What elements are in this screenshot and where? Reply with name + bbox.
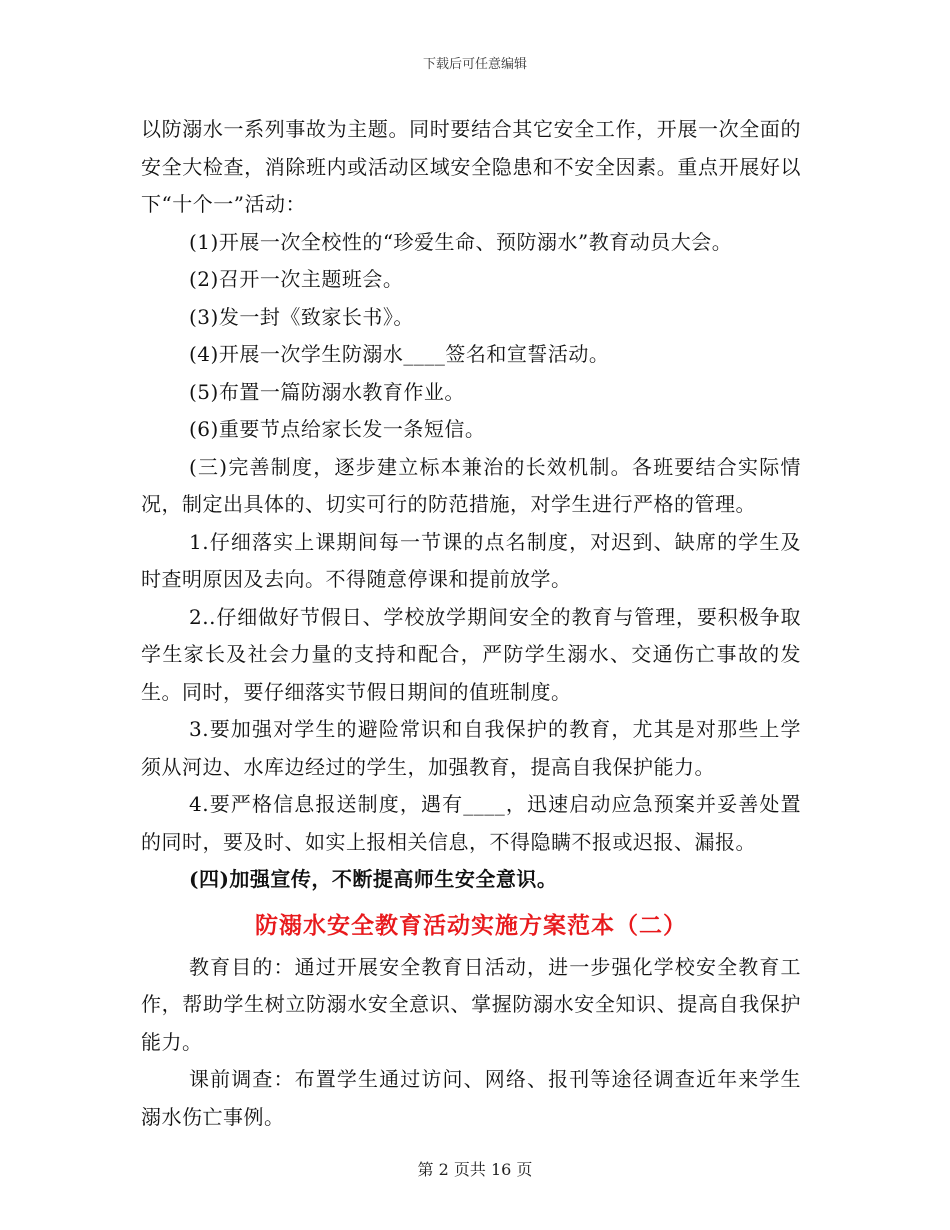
list-item-1: (1)开展一次全校性的“珍爱生命、预防溺水”教育动员大会。 — [189, 229, 733, 254]
measure-3: 3.要加强对学生的避险常识和自我保护的教育，尤其是对那些上学须从河边、水库边经过的学生，加强教育，提高自我保护能力。 — [141, 717, 801, 779]
list-item-5: (5)布置一篇防溺水教育作业。 — [189, 379, 465, 404]
document-body — [141, 111, 801, 1136]
page-footer: 第 2 页共 16 页 — [417, 1160, 533, 1179]
measure-2: 2..仔细做好节假日、学校放学期间安全的教育与管理，要积极争取学生家长及社会力量的支持和配合，严防学生溺水、交通伤亡事故的发生。同时，要仔细落实节假日期间的值班制度。 — [141, 604, 801, 704]
paragraph-section-3: (三)完善制度，逐步建立标本兼治的长效机制。各班要结合实际情况，制定出具体的、切实可行的防范措施，对学生进行严格的管理。 — [141, 454, 801, 516]
paragraph-survey: 课前调查：布置学生通过访问、网络、报刊等途径调查近年来学生溺水伤亡事例。 — [141, 1067, 801, 1129]
paragraph-intro: 以防溺水一系列事故为主题。同时要结合其它安全工作，开展一次全面的安全大检查，消除班内或活动区域安全隐患和不安全因素。重点开展好以下“十个一”活动： — [141, 117, 801, 216]
list-item-6: (6)重要节点给家长发一条短信。 — [189, 417, 486, 441]
paragraph-purpose: 教育目的：通过开展安全教育日活动，进一步强化学校安全教育工作，帮助学生树立防溺水安全意识、掌握防溺水安全知识、提高自我保护能力。 — [141, 954, 801, 1054]
list-item-4: (4)开展一次学生防溺水____签名和宣誓活动。 — [189, 342, 610, 366]
page-header: 下载后可任意编辑 — [422, 57, 527, 72]
section-title: 防溺水安全教育活动实施方案范本（二） — [255, 911, 687, 939]
list-item-3: (3)发一封《致家长书》。 — [189, 304, 414, 329]
paragraph-section-4: (四)加强宣传，不断提高师生安全意识。 — [189, 867, 558, 891]
list-item-2: (2)召开一次主题班会。 — [189, 267, 404, 291]
measure-1: 1.仔细落实上课期间每一节课的点名制度，对迟到、缺席的学生及时查明原因及去向。不得随意停课和提前放学。 — [141, 529, 801, 591]
measure-4: 4.要严格信息报送制度，遇有____，迅速启动应急预案并妥善处置的同时，要及时、如实上报相关信息，不得隐瞒不报或迟报、漏报。 — [141, 792, 801, 854]
